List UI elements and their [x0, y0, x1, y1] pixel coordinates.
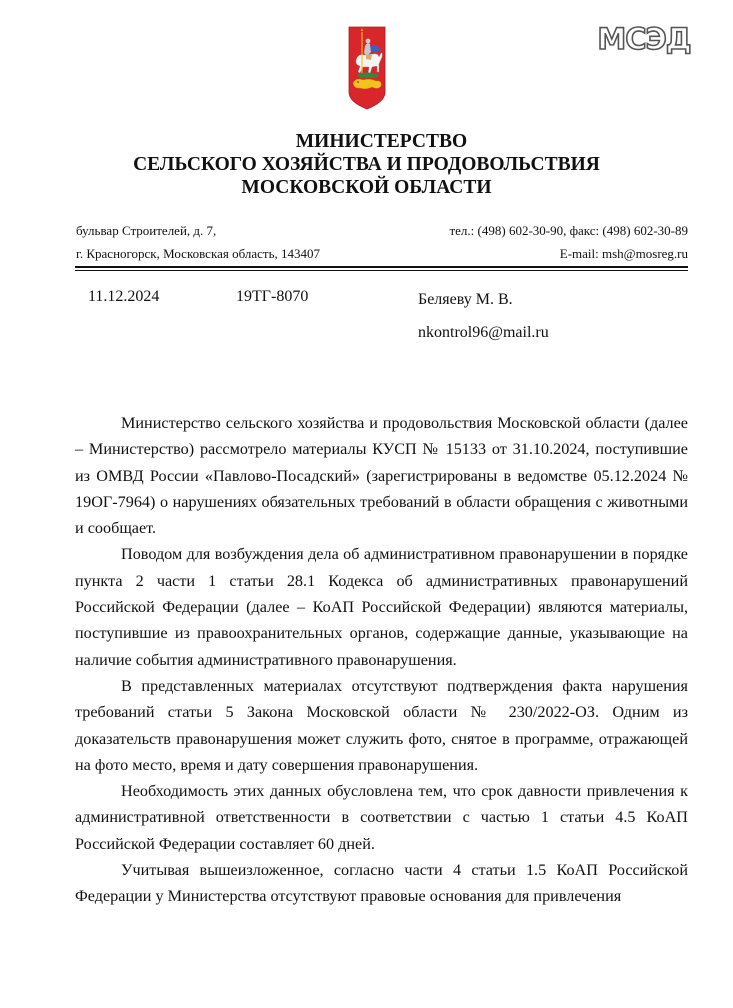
header-divider	[75, 270, 688, 271]
letter-body	[75, 410, 688, 910]
registration-number: 19ТГ-8070	[236, 288, 309, 305]
body-paragraph: Министерство сельского хозяйства и продовольствия Московской области (далее – Министерство) рассмотрело материалы КУСП № 15133 от 31.10.2024, поступившие из ОМВД России «Павлово-Посадский» (зарегистрированы в ведомстве 05.12.2024 № 19ОГ-7964) о нарушениях обязательных требований в области обращения с животными и сообщает.	[75, 414, 688, 538]
msed-stamp-icon	[597, 20, 691, 56]
body-paragraph: В представленных материалах отсутствуют подтверждения факта нарушения требований статьи 5 Закона Московской области № 230/2022-ОЗ. Одним из доказательств правонарушения может служить фото, снятое в программе, отражающей на фото место, время и дату совершения правонарушения.	[75, 676, 688, 774]
body-paragraph: Учитывая вышеизложенное, согласно части 4 статьи 1.5 КоАП Российской Федерации у Министерства отсутствуют правовые основания для привлечения	[75, 861, 688, 906]
ministry-title-line: СЕЛЬСКОГО ХОЗЯЙСТВА И ПРОДОВОЛЬСТВИЯ	[133, 154, 600, 175]
body-paragraph: Необходимость этих данных обусловлена тем, что срок давности привлечения к административной ответственности в соответствии с частью 1 статьи 4.5 КоАП Российской Федерации составляет 60 дней.	[75, 782, 688, 853]
registration-date: 11.12.2024	[88, 288, 160, 305]
address-line: г. Красногорск, Московская область, 143407	[76, 246, 320, 261]
body-paragraph: Поводом для возбуждения дела об административном правонарушении в порядке пункта 2 части 1 статьи 28.1 Кодекса об административных правонарушений Российской Федерации (далее – КоАП Российской Федерации) являются материалы, поступившие из правоохранительных органов, содержащие данные, указывающие на наличие события административного правонарушения.	[75, 545, 688, 669]
ministry-address	[76, 219, 320, 265]
addressee-name: Беляеву М. В.	[418, 291, 513, 308]
email-line: E-mail: msh@mosreg.ru	[559, 246, 688, 261]
coat-of-arms-icon	[348, 26, 386, 110]
ministry-contacts	[449, 219, 688, 265]
msed-stamp-label: МСЭД	[597, 22, 691, 56]
ministry-title-line: МИНИСТЕРСТВО	[295, 131, 468, 152]
ministry-title	[0, 130, 733, 199]
phone-fax-line: тел.: (498) 602-30-90, факс: (498) 602-30-89	[449, 223, 688, 238]
address-line: бульвар Строителей, д. 7,	[76, 223, 217, 238]
ministry-title-line: МОСКОВСКОЙ ОБЛАСТИ	[241, 177, 492, 198]
addressee-block	[418, 283, 549, 349]
addressee-email: nkontrol96@mail.ru	[418, 324, 549, 341]
header-divider	[75, 266, 688, 268]
